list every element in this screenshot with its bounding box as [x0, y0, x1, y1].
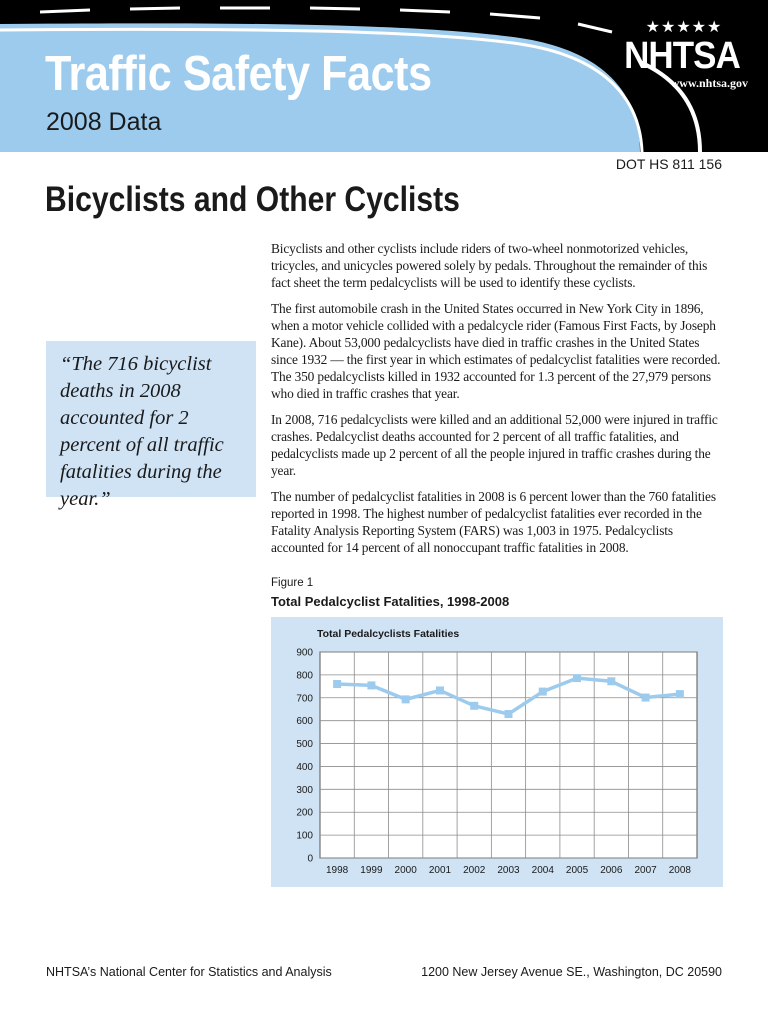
data-point — [436, 686, 444, 694]
chart-title: Total Pedalcyclists Fatalities — [317, 628, 460, 640]
y-tick-label: 900 — [296, 647, 313, 659]
line-chart — [271, 617, 723, 887]
data-point — [367, 681, 375, 689]
plot-area — [320, 652, 697, 858]
header-banner — [0, 0, 768, 152]
nhtsa-logo — [612, 20, 752, 91]
pull-quote: “The 716 bicyclist deaths in 2008 accounted for 2 percent of all traffic fatalities during the year.” — [46, 341, 256, 497]
x-tick-label: 2003 — [497, 865, 520, 876]
figure-title: Total Pedalcyclist Fatalities, 1998-2008 — [271, 594, 510, 609]
data-point — [607, 677, 615, 685]
body-text — [271, 240, 726, 565]
data-point — [539, 688, 547, 696]
data-point — [676, 690, 684, 698]
paragraph: The first automobile crash in the United States occurred in New York City in 1896, when a motor vehicle collided with a pedalcycle rider (Famous First Facts, by Joseph Kane). About 53,000 pedalcyclists have died in traffic crashes in the United States since 1932 — the first year in which estimates of pedalcyclist fatalities were recorded. The 350 pedalcyclists killed in 1932 accounted for 1.3 percent of the 27,979 persons who died in traffic crashes that year. — [271, 301, 721, 401]
stars-icon: ★★★★★ — [645, 19, 723, 36]
paragraph: In 2008, 716 pedalcyclists were killed and an additional 52,000 were injured in traffic crashes. Pedalcyclist deaths accounted for 2 percent of all traffic fatalities, and pedalcyclists made up 2 percent of all the people injured in traffic crashes during the year. — [271, 412, 718, 478]
x-tick-label: 2004 — [531, 865, 554, 876]
x-tick-label: 2007 — [634, 865, 657, 876]
x-tick-label: 2000 — [394, 865, 417, 876]
x-tick-label: 2008 — [668, 865, 691, 876]
data-year: 2008 Data — [46, 108, 162, 136]
y-tick-label: 600 — [296, 716, 313, 728]
data-point — [573, 674, 581, 682]
x-tick-label: 1999 — [360, 865, 383, 876]
footer-organization: NHTSA’s National Center for Statistics and Analysis — [46, 965, 332, 979]
y-tick-label: 700 — [296, 693, 313, 705]
x-tick-label: 2005 — [565, 865, 589, 876]
series-title: Traffic Safety Facts — [45, 47, 432, 101]
paragraph: Bicyclists and other cyclists include riders of two-wheel nonmotorized vehicles, tricycles, and unicycles powered solely by pedals. Throughout the remainder of this fact sheet the term pedalcyclists will be used to identify these cyclists. — [271, 241, 708, 290]
document-number: DOT HS 811 156 — [615, 156, 722, 172]
x-tick-label: 1998 — [326, 865, 349, 876]
y-tick-label: 200 — [296, 807, 313, 819]
y-tick-label: 0 — [307, 853, 313, 865]
logo-wordmark: NHTSA — [624, 35, 740, 77]
x-tick-label: 2002 — [463, 865, 486, 876]
data-point — [470, 702, 478, 710]
website-url[interactable]: www.nhtsa.gov — [670, 76, 748, 90]
data-point — [333, 680, 341, 688]
data-point — [642, 694, 650, 702]
y-tick-label: 100 — [296, 830, 313, 842]
data-point — [402, 695, 410, 703]
page-title: Bicyclists and Other Cyclists — [45, 180, 460, 219]
y-tick-label: 500 — [296, 739, 313, 751]
y-tick-label: 400 — [296, 761, 313, 773]
y-tick-label: 800 — [296, 670, 313, 682]
y-tick-label: 300 — [296, 784, 313, 796]
paragraph: The number of pedalcyclist fatalities in 2008 is 6 percent lower than the 760 fatalities reported in 1998. The highest number of pedalcyclist fatalities ever recorded in the Fatality Analysis Reporting System (FARS) was 1,003 in 1975. Pedalcyclists accounted for 14 percent of all nonoccupant traffic fatalities in 2008. — [271, 489, 716, 555]
figure-label: Figure 1 — [271, 577, 314, 589]
data-point — [505, 710, 513, 718]
footer-address: 1200 New Jersey Avenue SE., Washington, DC 20590 — [421, 965, 722, 979]
x-tick-label: 2006 — [600, 865, 623, 876]
chart-panel — [271, 617, 723, 887]
x-tick-label: 2001 — [428, 865, 452, 876]
